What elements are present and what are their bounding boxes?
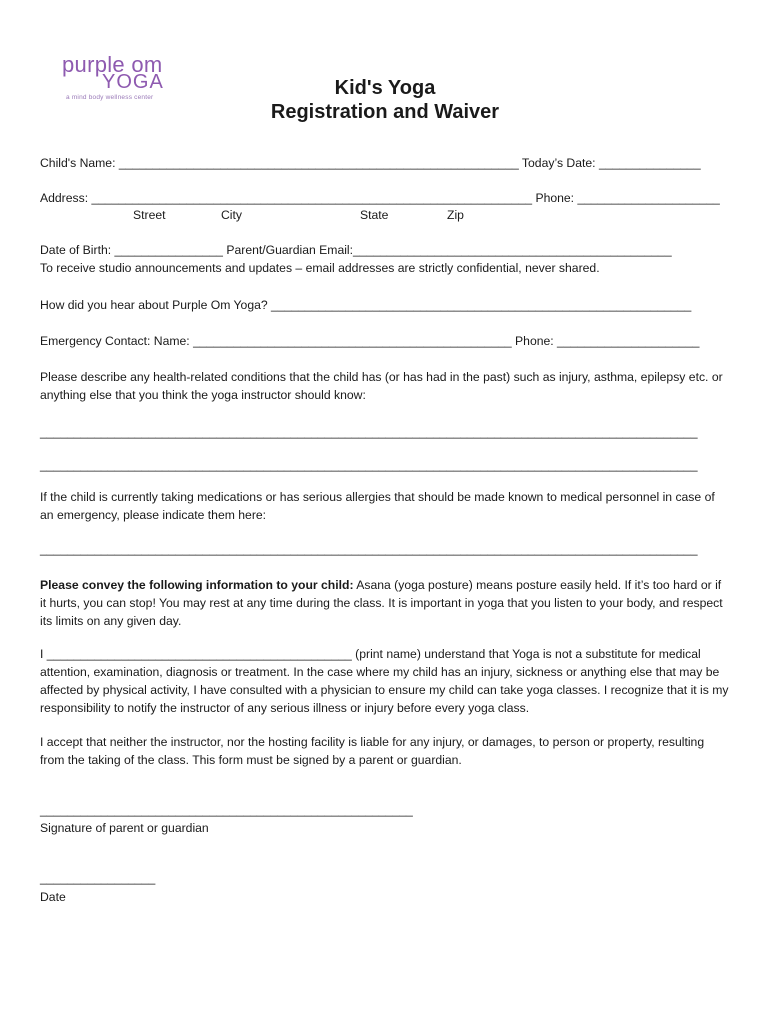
health-question: Please describe any health-related conditions that the child has (or has had in the past) such as injury, asthma, epilepsy etc. or anything else that you think the yoga instructor should know: (40, 370, 723, 402)
dob-email-field: Date of Birth: ________________ Parent/Guardian Email:_______________________________________________ (40, 243, 672, 257)
page-title: Kid's Yoga (334, 77, 436, 99)
emergency-contact-field: Emergency Contact: Name: _______________________________________________ Phone: _____________________ (40, 334, 700, 348)
accept-paragraph: I accept that neither the instructor, nor the hosting facility is liable for any injury, or damages, to person or property, resulting from the taking of the class. This form must be signed by a parent or guardian. (40, 735, 705, 767)
logo-yoga: YOGA (102, 71, 164, 93)
date-line: _________________ (40, 871, 156, 885)
logo-wordmark: purple om (62, 52, 163, 77)
page-subtitle: Registration and Waiver (270, 101, 500, 123)
city-label: City (221, 208, 242, 222)
heard-about-field: How did you hear about Purple Om Yoga? ______________________________________________________________ (40, 298, 692, 312)
understand-paragraph: I _____________________________________________ (print name) understand that Yoga is not a substitute for medical attention, examination, diagnosis or treatment. In the case where my child has an injury, sickness or anything else that may be affected by physical activity, I have consulted with a physician to ensure my child can take yoga classes. I recognize that it is my responsibility to notify the instructor of any serious illness or injury before every yoga class. (40, 647, 729, 715)
zip-label: Zip (447, 208, 464, 222)
street-label: Street (133, 208, 166, 222)
medications-question: If the child is currently taking medications or has serious allergies that should be made known to medical personnel in case of an emergency, please indicate them here: (40, 490, 715, 522)
convey-paragraph (40, 576, 730, 630)
signature-label: Signature of parent or guardian (40, 821, 209, 835)
health-answer-line-2: _________________________________________________________________________________________________ (40, 458, 698, 472)
date-label: Date (40, 890, 66, 904)
signature-line: _______________________________________________________ (40, 803, 413, 817)
address-field: Address: _________________________________________________________________ Phone: _____________________ (40, 191, 720, 205)
child-name-field: Child's Name: ___________________________________________________________ Today’s Date: _______________ (40, 156, 701, 170)
convey-text: Asana (yoga posture) means posture easily held. If it’s too hard or if it hurts, you can stop! You may rest at any time during the class. It is important in yoga that you listen to your body, and respect its limits on any given day. (40, 578, 723, 628)
email-note: To receive studio announcements and updates – email addresses are strictly confidential, never shared. (40, 261, 600, 275)
convey-heading: Please convey the following information to your child: (40, 578, 354, 592)
state-label: State (360, 208, 389, 222)
logo-tagline: a mind body wellness center (66, 94, 154, 101)
medications-answer-line: _________________________________________________________________________________________________ (40, 542, 698, 556)
health-answer-line-1: _________________________________________________________________________________________________ (40, 425, 698, 439)
